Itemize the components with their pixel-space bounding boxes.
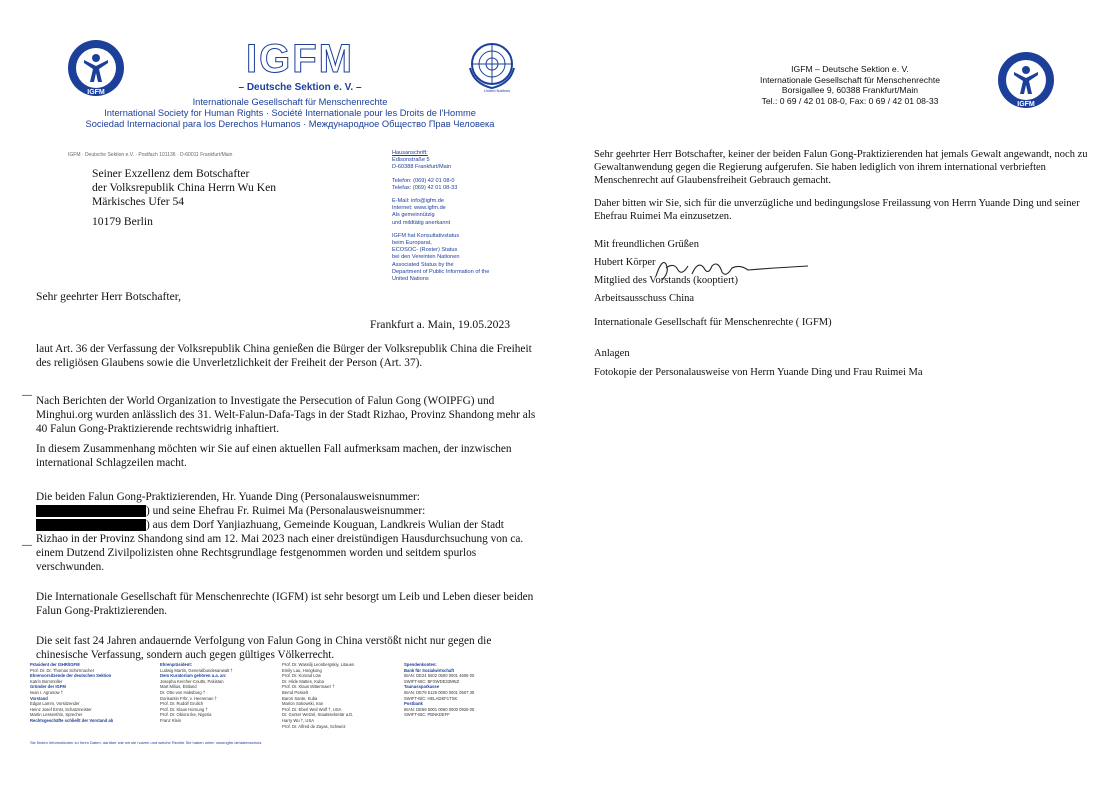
sidebar-line: D-60388 Frankfurt/Main [392, 164, 452, 171]
letter-body-continued [594, 148, 1094, 233]
letterhead-line: Internationale Gesellschaft für Menschenrechte [759, 74, 941, 85]
footer-line: SWIFT-BIC: PBNKDEFF [404, 712, 450, 718]
sidebar-line: IGFM hat Konsultativstatus [392, 232, 460, 239]
footer-heading: Rechtsgeschäfte schließt der Vorstand ab [30, 717, 114, 723]
footer-line: SWIFT-BIC: HELADEF1TSK [404, 695, 458, 701]
footer-disclaimer: Sie finden Informationen zu Ihren Daten, darüber wie wir sie nutzen und welche Rechte Sie haben unter: www.igfm.de/datenschutz [30, 740, 262, 745]
addressee-line: 10179 Berlin [92, 215, 153, 228]
footer-heading: Dem Kuratorium gehören u.a. an: [160, 673, 227, 679]
brand-section: – Deutsche Sektion e. V. – [238, 82, 362, 93]
sidebar-line: ECOSOC- (Roster) Status [392, 247, 458, 254]
addressee-line: Seiner Exzellenz dem Botschafter [92, 167, 250, 180]
footer-column [282, 662, 400, 729]
paragraph: Nach Berichten der World Organization to Investigate the Persecution of Falun Gong (WOIPFG) und Minghui.org wurden anlässlich des 31. Welt-Falun-Dafa-Tags in der Stadt Rizhao, Provinz Shandong mehr als 40 Falun Gong-Praktizierende rechtswidrig inhaftiert. [36, 395, 536, 435]
footer-column [404, 662, 530, 718]
footer-line: Dorisantin Frhr. v. Heereman † [160, 695, 217, 701]
footer-line: Josepha Kercher-Coutts, Pakistan [160, 678, 224, 684]
page2-letterhead [720, 64, 980, 106]
letterhead-line: Borsigallee 9, 60388 Frankfurt/Main [781, 85, 919, 95]
sidebar-line: beim Europarat, [392, 240, 432, 247]
footer-line: Baron Sante, Kuba [282, 695, 318, 701]
footer-heading: Postbank [404, 701, 423, 707]
paragraph: Daher bitten wir Sie, sich für die unverzügliche und bedingungslose Freilassung von Herrn Yuande Ding und seiner Ehefrau Ruimei Ma einzusetzen. [594, 198, 1080, 222]
footer-line: IBAN: DE79 5125 0000 0001 0507 35 [404, 689, 475, 695]
footer-line: SWIFT-BIC: BFSWDE33MNZ [404, 678, 460, 684]
letterhead-line: IGFM – Deutsche Sektion e. V. [791, 64, 909, 74]
closing-line: Mitglied des Vorstands (kooptiert) [594, 275, 738, 286]
sidebar-line: und mildtätig anerkannt [392, 219, 451, 226]
margin-mark: — [22, 540, 32, 551]
organization-taglines [60, 97, 520, 130]
footer-line: IBAN: DE24 5502 0500 0001 4606 00 [404, 673, 475, 679]
paragraph: laut Art. 36 der Verfassung der Volksrepublik China genießen die Bürger der Volksrepublik China die Freiheit des religiösen Glaubens sowie die Unverletzlichkeit der Freiheit der Person (Art. 37). [36, 343, 532, 369]
sidebar-line: Hausanschrift: [392, 150, 428, 156]
tagline-de: Internationale Gesellschaft für Menschenrechte [192, 97, 388, 107]
tagline-en-fr: International Society for Human Rights · Société Internationale pour les Droits de l'Homme [104, 108, 476, 118]
igfm-logo [996, 50, 1056, 110]
closing-line: Internationale Gesellschaft für Menschenrechte ( IGFM) [594, 317, 832, 328]
sidebar-line: Telefax: (069) 42 01 08-33 [392, 184, 458, 191]
footer-line: IBAN: DE69 5001 0060 0000 0929 05 [404, 706, 475, 712]
margin-mark: — [22, 390, 32, 401]
paragraph-text: Die beiden Falun Gong-Praktizierenden, Hr. Yuande Ding (Personalausweisnummer: [36, 491, 420, 503]
footer-line: Prof. Dr. Obiora Ike, Nigeria [160, 712, 212, 718]
addressee-line: der Volksrepublik China Herrn Wu Ken [92, 181, 277, 194]
footer-line: Prof. Dr. Eberl Weil Wolf †, USA [282, 706, 342, 712]
date-line: Frankfurt a. Main, 19.05.2023 [370, 318, 511, 331]
footer-heading: Taunussparkasse [404, 684, 440, 690]
footer-line: Martin Lessenthin, Sprecher [30, 712, 83, 718]
paragraph-text: ) aus dem Dorf Yanjiazhuang, Gemeinde Kouguan, Landkreis Wulian der Stadt Rizhao in der Provinz Shandong sind am 12. Mai 2023 nach einer dreistündigen Hausdurchsuchung von ca. einem Dutzend Zivilpolizisten ohne Rechtsgrundlage festgenommen worden und seitdem spurlos verschwunden. [36, 519, 524, 573]
sidebar-line: Associated Status by the [392, 261, 454, 268]
footer-line: Emily Lau, Hongkong [282, 667, 322, 673]
handwritten-signature [652, 254, 812, 284]
salutation: Sehr geehrter Herr Botschafter, [36, 290, 182, 303]
attachments-heading: Anlagen [594, 348, 630, 359]
footer-heading: Spendenkonten: [404, 662, 437, 667]
footer-heading: Vorstand [30, 695, 48, 701]
footer-line: Prof. Dr. Alfred de Zayas, Schweiz [282, 723, 346, 729]
svg-text:IGFM: IGFM [87, 89, 105, 96]
sidebar-line: bei den Vereinten Nationen [392, 254, 460, 261]
letterhead-line: Tel.: 0 69 / 42 01 08-0, Fax: 0 69 / 42 01 08-33 [761, 95, 939, 106]
footer-line: Heinz Josef Ernst, Schatzmeister [30, 706, 92, 712]
attachments-block [594, 344, 923, 382]
letterhead-footer [30, 662, 530, 745]
footer-line: Marion Sokowski, Iran [282, 701, 324, 707]
sidebar-line: United Nations [392, 276, 429, 283]
closing-block [594, 236, 832, 332]
footer-line: Bernd Posselt [282, 689, 309, 695]
footer-line: Katrin Bornmüller [30, 678, 63, 684]
contact-sidebar [392, 150, 522, 283]
sidebar-line: E-Mail: info@igfm.de [392, 198, 444, 205]
footer-line: Dr. Otto von Habsburg † [160, 689, 206, 695]
closing-line: Arbeitsausschuss China [594, 293, 695, 304]
footer-line: Iwan I. Agrusow † [30, 689, 64, 695]
footer-line: Dr. Gonter Wetzel, Staatssekretär a.D. [282, 712, 354, 718]
footer-line: Edgar Lamm, Vorsitzender [30, 701, 80, 707]
footer-heading: Präsident der ISHR/IGFM [30, 662, 80, 667]
closing-line: Mit freundlichen Grüßen [594, 239, 699, 250]
footer-line: Ludwig Martin, Generalbundesanwalt † [160, 667, 233, 673]
un-label: United Nations [483, 88, 511, 93]
footer-heading: Ehrenpräsident: [160, 662, 193, 667]
letter-page-2 [578, 0, 1120, 800]
sidebar-line: Als gemeinnützig [392, 212, 435, 219]
paragraph-redacted [36, 490, 536, 574]
footer-line: Prof. Dr. Klaus Hornung † [160, 706, 208, 712]
sidebar-line: Department of Public Information of the [392, 268, 490, 275]
footer-line: Prof. Dr. Rudolf Grulich [160, 701, 204, 707]
paragraph: In diesem Zusammenhang möchten wir Sie auf einen aktuellen Fall aufmerksam machen, der inzwischen international Schlagzeilen macht. [36, 443, 512, 469]
addressee-block [92, 167, 276, 229]
redaction-block [36, 519, 146, 531]
footer-line: Prof. Dr. Klaus Mittermaier † [282, 684, 335, 690]
footer-heading: Ehrenvorsitzende der deutschen Sektion [30, 673, 112, 679]
svg-text:IGFM: IGFM [1017, 101, 1035, 108]
sender-line: IGFM · Deutsche Sektion e.V. · Postfach 101136 · D-60011 Frankfurt/Main [68, 152, 233, 158]
igfm-logo [66, 38, 126, 98]
footer-heading: Bank für Sozialwirtschaft [404, 667, 455, 673]
footer-line: Franz Klein [160, 717, 182, 723]
footer-line: Dr. Hilde Mattes, Kuba [282, 678, 324, 684]
sidebar-line: Telefon: (069) 42 01 08-0 [392, 177, 455, 184]
igfm-wordmark [200, 38, 400, 93]
paragraph: Die Internationale Gesellschaft für Menschenrechte (IGFM) ist sehr besorgt um Leib und Leben dieser beiden Falun Gong-Praktizierenden. [36, 591, 534, 617]
paragraph: Die seit fast 24 Jahren andauernde Verfolgung von Falun Gong in China verstößt nicht nur gegen die chinesische Verfassung, sondern auch gegen gültiges Völkerrecht. [36, 635, 492, 661]
paragraph-text: ) und seine Ehefrau Fr. Ruimei Ma (Personalausweisnummer: [146, 505, 426, 517]
footer-line: Mart Milius, Estland [160, 684, 197, 690]
addressee-line: Märkisches Ufer 54 [92, 195, 185, 208]
footer-line: Prof. Dr. Konrad Löw [282, 673, 321, 679]
footer-column [30, 662, 155, 724]
footer-column [160, 662, 278, 724]
footer-line: Prof. Dr. Dr. Thomas Schirrmacher [30, 667, 95, 673]
brand-mark: IGFM [246, 37, 354, 81]
sidebar-line: Internet: www.igfm.de [392, 205, 446, 212]
footer-line: Harry Wu †, USA [282, 717, 315, 723]
footer-line: Prof. Dr. Wassilij Leonbergskiy, Litauen [282, 662, 355, 667]
footer-heading: Gründer der IGFM [30, 684, 66, 690]
sidebar-line: Edisonstraße 5 [392, 157, 430, 164]
tagline-es-ru: Sociedad Internacional para los Derechos Humanos · Международное Общество Прав Человека [85, 119, 495, 129]
attachment-item: Fotokopie der Personalausweise von Herrn Yuande Ding und Frau Ruimei Ma [594, 367, 923, 378]
redaction-block [36, 505, 146, 517]
signatory-name: Hubert Körper [594, 257, 656, 268]
paragraph: Sehr geehrter Herr Botschafter, keiner der beiden Falun Gong-Praktizierenden hat jemals Gewalt angewandt, noch zu Gewaltanwendung gegen die Regierung aufgerufen. Sie haben lediglich von ihrem international verbrieften Menschenrecht auf Glaubensfreiheit Gebrauch gemacht. [594, 149, 1088, 186]
letter-body [36, 342, 536, 678]
